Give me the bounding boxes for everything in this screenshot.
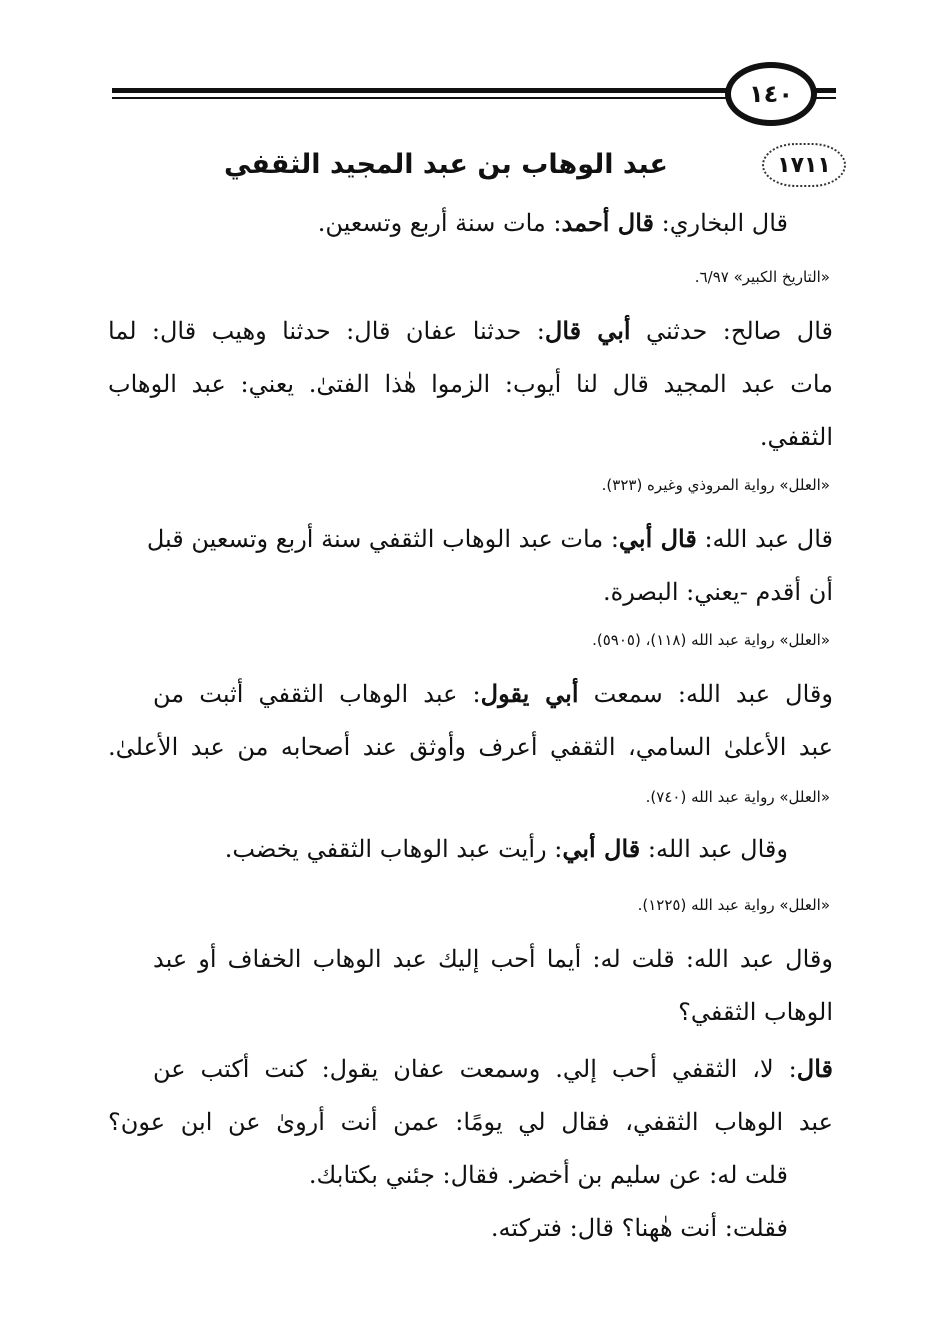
text: قال البخاري: xyxy=(654,209,788,237)
text: : مات عبد الوهاب الثقفي سنة أربع وتسعين قبل xyxy=(146,525,619,553)
paragraph-3-line-1 xyxy=(146,519,833,559)
source-citation-1: «التاريخ الكبير» ٦/٩٧. xyxy=(694,268,830,286)
source-citation-5: «العلل» رواية عبد الله (١٢٢٥). xyxy=(637,896,830,914)
paragraph-3-line-2: أن أقدم -يعني: البصرة. xyxy=(603,578,833,606)
source-citation-3: «العلل» رواية عبد الله (١١٨)، (٥٩٠٥). xyxy=(592,631,830,649)
paragraph-4-line-2: عبد الأعلىٰ السامي، الثقفي أعرف وأوثق عند أصحابه من عبد الأعلىٰ. xyxy=(108,733,833,761)
entry-title: عبد الوهاب بن عبد المجيد الثقفي xyxy=(223,149,668,180)
paragraph-2-line-2: مات عبد المجيد قال لنا أيوب: الزموا هٰذا الفتىٰ. يعني: عبد الوهاب xyxy=(108,370,833,398)
speaker: قال أبي xyxy=(618,524,697,553)
source-citation-2: «العلل» رواية المروذي وغيره (٣٢٣). xyxy=(601,476,830,494)
text: : لا، الثقفي أحب إلي. وسمعت عفان يقول: كنت أكتب عن xyxy=(153,1055,797,1083)
paragraph-7-line-3: قلت له: عن سليم بن أخضر. فقال: جئني بكتابك. xyxy=(308,1161,788,1189)
text: قال عبد الله: xyxy=(696,525,833,553)
paragraph-4-line-1 xyxy=(153,674,833,714)
page-number: ١٤٠ xyxy=(749,80,793,108)
paragraph-7-line-4: فقلت: أنت هٰهنا؟ قال: فتركته. xyxy=(490,1214,788,1242)
paragraph-7-line-2: عبد الوهاب الثقفي، فقال لي يومًا: عمن أنت أروىٰ عن ابن عون؟ xyxy=(108,1108,833,1136)
speaker: أبي يقول xyxy=(480,679,579,708)
paragraph-1-line xyxy=(318,203,788,243)
paragraph-2-line-1 xyxy=(108,311,833,351)
text: : عبد الوهاب الثقفي أثبت من xyxy=(153,680,481,708)
speaker: قال أبي xyxy=(562,834,641,863)
paragraph-7-line-1 xyxy=(153,1049,833,1089)
text: قال صالح: حدثني xyxy=(630,317,833,345)
paragraph-6-line-2: الوهاب الثقفي؟ xyxy=(678,998,833,1026)
paragraph-2-line-3: الثقفي. xyxy=(759,423,833,451)
header-rule-top xyxy=(112,88,732,93)
speaker: أبي قال xyxy=(544,316,631,345)
entry-number: ١٧١١ xyxy=(762,143,846,187)
text: : حدثنا عفان قال: حدثنا وهيب قال: لما xyxy=(108,317,545,345)
paragraph-6-line-1: وقال عبد الله: قلت له: أيما أحب إليك عبد الوهاب الخفاف أو عبد xyxy=(153,945,833,973)
text: وقال عبد الله: سمعت xyxy=(578,680,833,708)
text: : رأيت عبد الوهاب الثقفي يخضب. xyxy=(224,835,563,863)
header-rule-bottom xyxy=(112,97,732,99)
text: : مات سنة أربع وتسعين. xyxy=(317,209,562,237)
paragraph-5-line xyxy=(225,829,788,869)
source-citation-4: «العلل» رواية عبد الله (٧٤٠). xyxy=(645,788,830,806)
text: وقال عبد الله: xyxy=(640,835,788,863)
speaker: قال أحمد xyxy=(561,208,655,237)
speaker: قال xyxy=(796,1054,833,1083)
